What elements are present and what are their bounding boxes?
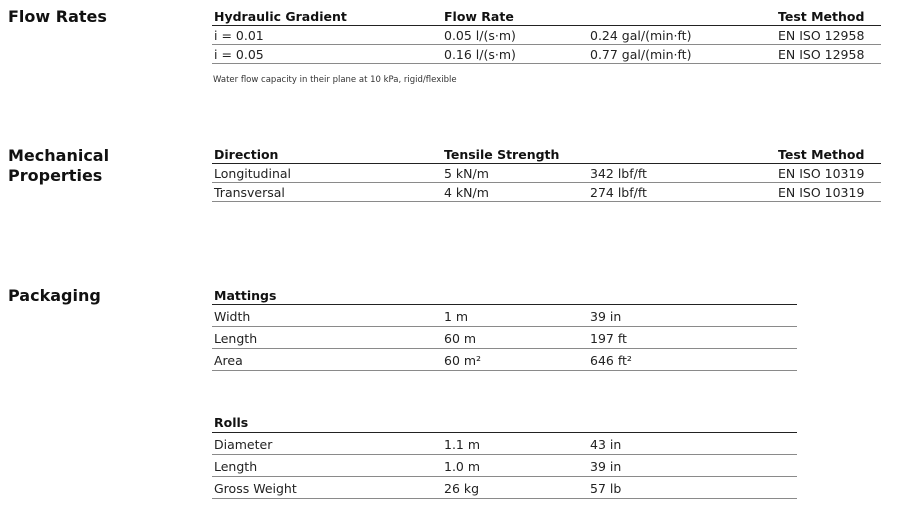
packaging-title: Packaging <box>8 286 101 305</box>
table-row <box>212 164 881 183</box>
mattings-table <box>212 287 797 371</box>
flow-rates-note: Water flow capacity in their plane at 10 kPa, rigid/flexible <box>213 75 457 85</box>
packaging-imperial: 39 in <box>590 459 622 474</box>
flow-rate-imperial: 0.24 gal/(min·ft) <box>590 28 692 43</box>
header-tensile-strength: Tensile Strength <box>444 147 560 162</box>
packaging-label: Length <box>214 459 258 474</box>
flow-rate-imperial: 0.77 gal/(min·ft) <box>590 47 692 62</box>
header-hydraulic-gradient: Hydraulic Gradient <box>214 9 347 24</box>
table-row <box>212 433 797 455</box>
header-flow-rate: Flow Rate <box>444 9 514 24</box>
table-row <box>212 183 881 202</box>
table-row <box>212 26 881 45</box>
packaging-imperial: 197 ft <box>590 331 627 346</box>
header-mattings: Mattings <box>214 288 277 303</box>
direction-value: Transversal <box>214 185 285 200</box>
flow-rates-header-row <box>212 7 881 26</box>
flow-rates-title: Flow Rates <box>8 7 107 26</box>
flow-rates-table <box>212 7 881 64</box>
rolls-table <box>212 413 797 499</box>
table-row <box>212 455 797 477</box>
packaging-label: Area <box>214 353 243 368</box>
test-method: EN ISO 10319 <box>778 185 865 200</box>
table-row <box>212 349 797 371</box>
table-row <box>212 327 797 349</box>
strength-si: 5 kN/m <box>444 166 489 181</box>
header-test-method: Test Method <box>778 147 865 162</box>
rolls-header-row <box>212 413 797 433</box>
packaging-si: 26 kg <box>444 481 480 496</box>
gradient-value: i = 0.05 <box>214 47 264 62</box>
test-method: EN ISO 12958 <box>778 28 865 43</box>
table-row <box>212 477 797 499</box>
header-test-method: Test Method <box>778 9 865 24</box>
direction-value: Longitudinal <box>214 166 292 181</box>
packaging-imperial: 39 in <box>590 309 622 324</box>
flow-rate-si: 0.16 l/(s·m) <box>444 47 516 62</box>
packaging-label: Diameter <box>214 437 273 452</box>
packaging-imperial: 57 lb <box>590 481 622 496</box>
packaging-label: Length <box>214 331 258 346</box>
packaging-si: 1 m <box>444 309 469 324</box>
packaging-si: 1.1 m <box>444 437 481 452</box>
flow-rate-si: 0.05 l/(s·m) <box>444 28 516 43</box>
table-row <box>212 305 797 327</box>
mechanical-properties-table <box>212 145 881 202</box>
strength-si: 4 kN/m <box>444 185 489 200</box>
packaging-si: 1.0 m <box>444 459 481 474</box>
mechanical-properties-title: Mechanical Properties <box>8 146 110 185</box>
strength-imperial: 342 lbf/ft <box>590 166 647 181</box>
packaging-imperial: 43 in <box>590 437 622 452</box>
gradient-value: i = 0.01 <box>214 28 264 43</box>
strength-imperial: 274 lbf/ft <box>590 185 647 200</box>
packaging-label: Width <box>214 309 251 324</box>
test-method: EN ISO 10319 <box>778 166 865 181</box>
packaging-si: 60 m <box>444 331 477 346</box>
packaging-imperial: 646 ft² <box>590 353 632 368</box>
header-direction: Direction <box>214 147 279 162</box>
table-row <box>212 45 881 64</box>
packaging-label: Gross Weight <box>214 481 297 496</box>
test-method: EN ISO 12958 <box>778 47 865 62</box>
packaging-si: 60 m² <box>444 353 482 368</box>
mattings-header-row <box>212 287 797 305</box>
header-rolls: Rolls <box>214 415 249 430</box>
mechanical-header-row <box>212 145 881 164</box>
